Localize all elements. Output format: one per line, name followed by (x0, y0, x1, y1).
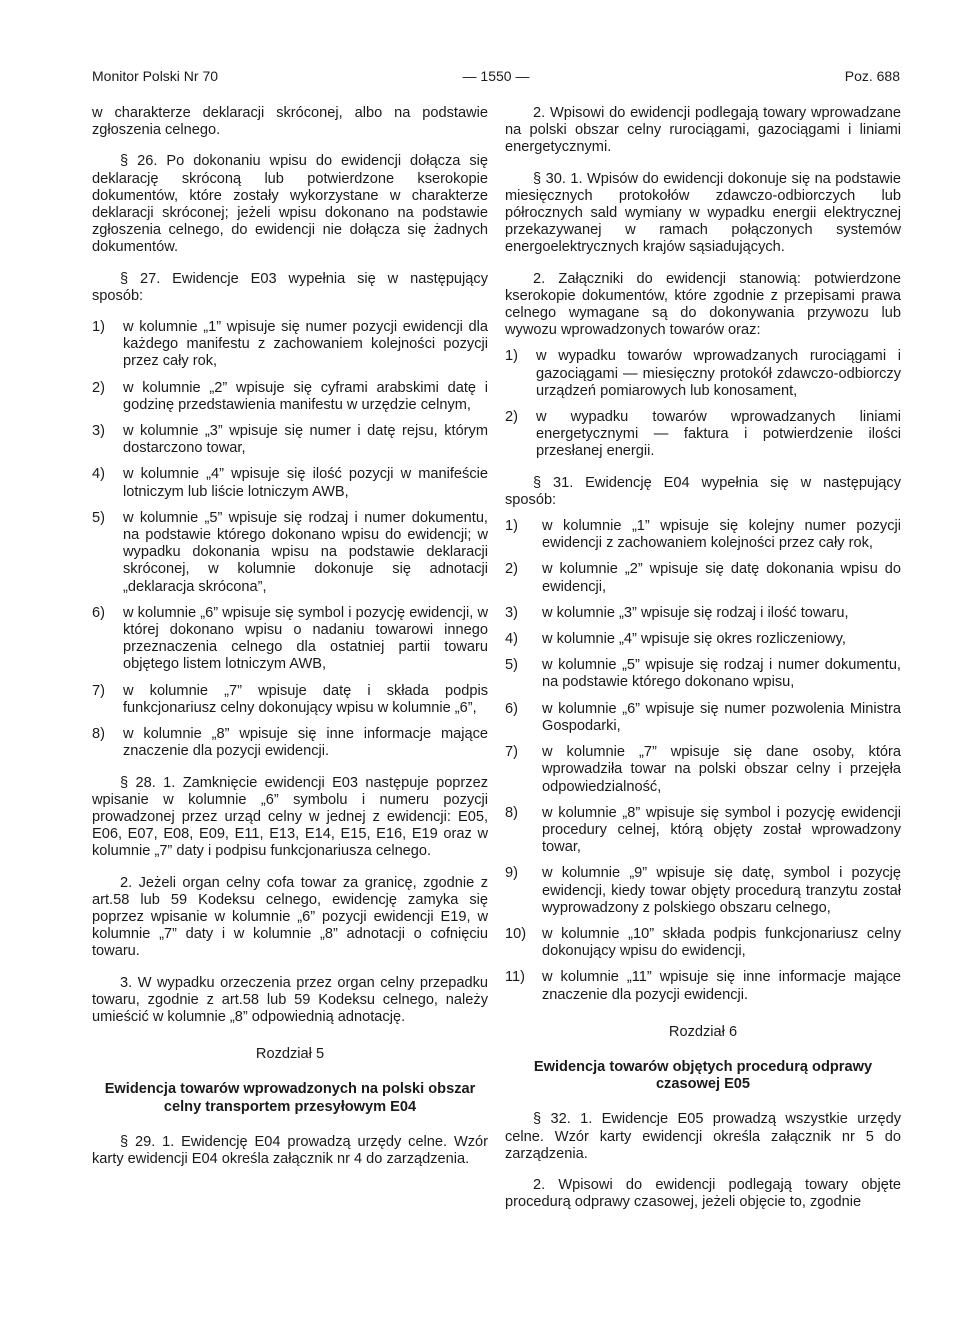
item-text: w kolumnie „11” wpisuje się inne informacje mające znaczenie dla pozycji ewidencji. (542, 969, 901, 1003)
list-item (92, 605, 488, 674)
item-text: w kolumnie „8” wpisuje się inne informacje mające znaczenie dla pozycji ewidencji. (123, 726, 488, 760)
item-text: w kolumnie „6” wpisuje się numer pozwolenia Ministra Gospodarki, (542, 700, 901, 734)
left-column (92, 105, 488, 1182)
position-number: Poz. 688 (844, 68, 900, 84)
section-31: § 31. Ewidencję E04 wypełnia się w następujący sposób: (505, 474, 901, 508)
publication-title: Monitor Polski Nr 70 (92, 68, 219, 84)
section-31-list (505, 518, 901, 1004)
item-text: w kolumnie „10” składa podpis funkcjonariusz celny dokonujący wpisu do ewidencji, (542, 925, 901, 960)
item-text: w kolumnie „2” wpisuje się datę dokonania wpisu do ewidencji, (542, 561, 901, 595)
item-text: w kolumnie „3” wpisuje się numer i datę rejsu, którym dostarczono towar, (123, 423, 488, 457)
list-item (505, 561, 901, 595)
item-number: 2) (505, 409, 518, 426)
chapter-title: Ewidencja towarów wprowadzonych na polski obszar celny transportem przesyłowym E04 (104, 1081, 476, 1115)
section-28-3: 3. W wypadku orzeczenia przez organ celny przepadku towaru, zgodnie z art.58 lub 59 Kodeksu celnego, należy umieścić w kolumnie „8” odpowiednią adnotację. (92, 974, 488, 1025)
section-32-2: 2. Wpisowi do ewidencji podlegają towary objęte procedurą odprawy czasowej, jeżeli objęcie to, zgodnie (505, 1176, 901, 1211)
item-text: w kolumnie „1” wpisuje się numer pozycji ewidencji dla każdego manifestu z zachowaniem kolejności pozycji przez cały rok, (123, 319, 488, 370)
section-30-list (505, 348, 901, 460)
list-item (505, 605, 901, 622)
list-item (505, 348, 901, 400)
item-number: 4) (505, 631, 518, 648)
list-item (92, 319, 488, 371)
page-header (92, 68, 900, 86)
item-number: 6) (92, 604, 105, 621)
list-item (505, 701, 901, 735)
item-text: w kolumnie „7” wpisuje datę i składa podpis funkcjonariusz celny dokonujący wpisu w kolumnie „6”, (123, 682, 488, 716)
section-30-2: 2. Załączniki do ewidencji stanowią: potwierdzone kserokopie dokumentów, które zgodnie z przepisami prawa celnego wymagane są do dokonywania przywozu lub wywozu wprowadzonych towarów oraz: (505, 270, 901, 339)
list-item (505, 518, 901, 552)
list-item (505, 409, 901, 461)
list-item (505, 657, 901, 691)
item-number: 7) (92, 682, 105, 699)
page-number: — 1550 — (462, 68, 530, 84)
item-number: 2) (92, 379, 105, 396)
section-28-2: 2. Jeżeli organ celny cofa towar za granicę, zgodnie z art.58 lub 59 Kodeksu celnego, ewidencję zamyka się poprzez wpisanie w kolumnie „6” pozycji ewidencji E19, w kolumnie „7” daty i w kolumnie „8” adnotacji o cofnięciu towaru. (92, 874, 488, 960)
item-number: 1) (505, 518, 518, 535)
chapter-title: Ewidencja towarów objętych procedurą odprawy czasowej E05 (533, 1058, 873, 1093)
item-number: 1) (505, 348, 518, 365)
chapter-heading: Rozdział 6 (668, 1023, 738, 1040)
section-27-list (92, 319, 488, 760)
item-text: w kolumnie „6” wpisuje się symbol i pozycję ewidencji, w której dokonano wpisu o nadaniu towarowi innego przeznaczenia celnego dla ostatniej partii towaru objętego listem lotniczym AWB, (123, 604, 488, 673)
item-text: w wypadku towarów wprowadzanych liniami energetycznymi — faktura i potwierdzenie ilości przesłanej energii. (536, 409, 901, 460)
list-item (92, 466, 488, 500)
section-28-1: § 28. 1. Zamknięcie ewidencji E03 następuje poprzez wpisanie w kolumnie „6” symbolu i numeru pozycji prowadzonej przez urząd celny w jednej z ewidencji: E05, E06, E07, E08, E09, E11, E13, E14, E15, E16, E19 oraz w kolumnie „7” daty i podpisu funkcjonariusza celnego. (92, 774, 488, 860)
section-26: § 26. Po dokonaniu wpisu do ewidencji dołącza się deklarację skróconą lub potwierdzone kserokopie dokumentów, które zostały wykorzystane w charakterze deklaracji skróconej; jeżeli wpisu dokonano na podstawie zgłoszenia celnego, do ewidencji nie dołącza się żadnych dokumentów. (92, 153, 488, 256)
item-text: w wypadku towarów wprowadzanych rurociągami i gazociągami — miesięczny protokół zdawczo-odbiorczy urządzeń pomiarowych lub konosament, (536, 348, 901, 399)
item-number: 4) (92, 466, 105, 483)
item-number: 3) (505, 604, 518, 621)
item-number: 5) (505, 657, 518, 674)
item-number: 6) (505, 700, 518, 717)
item-text: w kolumnie „5” wpisuje się rodzaj i numer dokumentu, na podstawie którego dokonano wpisu do ewidencji; w wypadku dokonania wpisu na podstawie deklaracji skróconej, w kolumnie dokonuje się adnotacji „deklaracja skrócona”, (123, 509, 488, 595)
list-item (92, 380, 488, 414)
item-number: 3) (92, 423, 105, 440)
list-item (92, 683, 488, 717)
item-number: 10) (505, 925, 527, 942)
item-text: w kolumnie „1” wpisuje się kolejny numer pozycji ewidencji z zachowaniem kolejności przez cały rok, (542, 518, 901, 552)
item-number: 1) (92, 319, 105, 336)
list-item (505, 744, 901, 796)
list-item (505, 865, 901, 917)
list-item (505, 926, 901, 960)
item-number: 7) (505, 744, 518, 761)
item-number: 8) (505, 804, 518, 821)
item-text: w kolumnie „4” wpisuje się okres rozliczeniowy, (542, 631, 846, 648)
section-29-2: 2. Wpisowi do ewidencji podlegają towary wprowadzane na polski obszar celny rurociągami, gazociągami i liniami energetycznymi. (505, 105, 901, 156)
section-27: § 27. Ewidencje E03 wypełnia się w następujący sposób: (92, 270, 488, 304)
item-number: 8) (92, 726, 105, 743)
right-column (505, 105, 901, 1225)
section-29-1: § 29. 1. Ewidencję E04 prowadzą urzędy celne. Wzór karty ewidencji E04 określa załącznik nr 4 do zarządzenia. (92, 1133, 488, 1167)
list-item (505, 631, 901, 648)
item-text: w kolumnie „7” wpisuje się dane osoby, która wprowadziła towar na polski obszar celny i przejęła odpowiedzialność, (542, 744, 901, 795)
list-item (505, 969, 901, 1003)
item-text: w kolumnie „3” wpisuje się rodzaj i ilość towaru, (542, 604, 849, 621)
item-number: 2) (505, 561, 518, 578)
item-number: 5) (92, 509, 105, 526)
item-text: w kolumnie „2” wpisuje się cyframi arabskimi datę i godzinę przedstawienia manifestu w urzędzie celnym, (123, 379, 488, 413)
paragraph: w charakterze deklaracji skróconej, albo na podstawie zgłoszenia celnego. (92, 105, 488, 139)
section-32-1: § 32. 1. Ewidencje E05 prowadzą wszystkie urzędy celne. Wzór karty ewidencji określa załącznik nr 5 do zarządzenia. (505, 1111, 901, 1162)
section-30-1: § 30. 1. Wpisów do ewidencji dokonuje się na podstawie miesięcznych protokołów zdawczo-odbiorczych lub półrocznych sald wymiany w wypadku energii elektrycznej przekazywanej w ramach połączonych systemów energoelektrycznych krajów sąsiadujących. (505, 170, 901, 256)
item-text: w kolumnie „9” wpisuje się datę, symbol i pozycję ewidencji, kiedy towar objęty procedurą tranzytu został wyprowadzony z polskiego obszaru celnego, (542, 865, 901, 916)
list-item (505, 805, 901, 857)
item-text: w kolumnie „8” wpisuje się symbol i pozycję ewidencji procedury celnej, którą objęty został wprowadzony towar, (542, 804, 901, 856)
list-item (92, 510, 488, 596)
item-number: 11) (505, 969, 526, 986)
item-number: 9) (505, 865, 518, 882)
list-item (92, 726, 488, 760)
item-text: w kolumnie „4” wpisuje się ilość pozycji w manifeście lotniczym lub liście lotniczym AWB, (123, 466, 488, 500)
chapter-heading: Rozdział 5 (255, 1046, 325, 1063)
list-item (92, 423, 488, 457)
item-text: w kolumnie „5” wpisuje się rodzaj i numer dokumentu, na podstawie którego dokonano wpisu, (542, 657, 901, 691)
